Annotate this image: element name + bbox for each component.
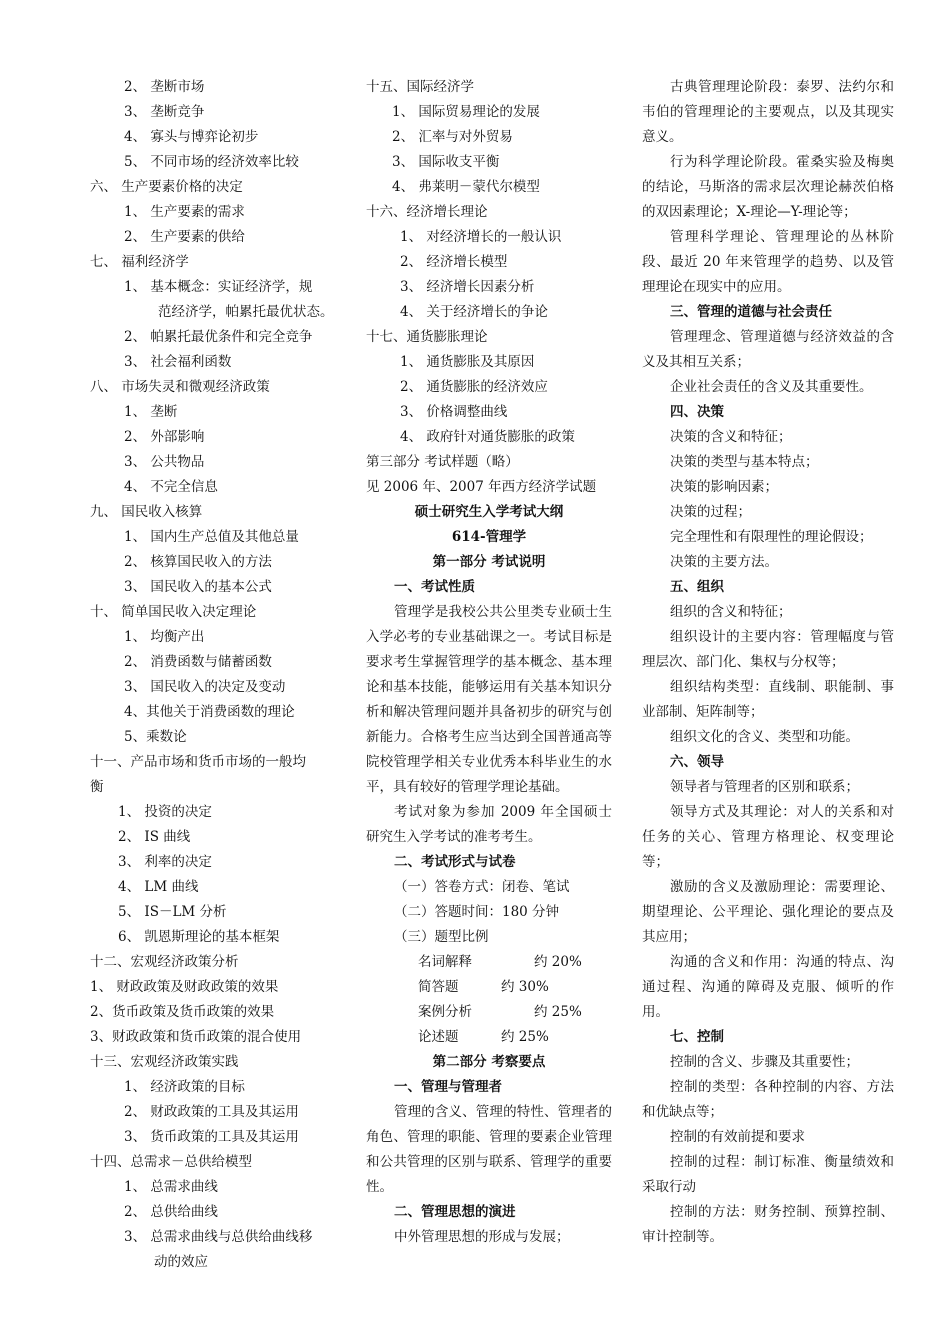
list-item: 控制的有效前提和要求 [670,1129,805,1145]
paragraph: 中外管理思想的形成与发展； [394,1229,570,1245]
section-heading: 二、考试形式与试卷 [394,854,516,870]
list-item: 4、 关于经济增长的争论 [400,304,548,320]
list-item: 3、 经济增长因素分析 [400,279,535,295]
list-item: 领导者与管理者的区别和联系； [670,779,859,795]
section-heading: 一、管理与管理者 [394,1079,502,1095]
section-heading: 十四、总需求－总供给模型 [90,1154,252,1170]
section-heading: 七、 福利经济学 [90,254,189,270]
section-heading: 十一、产品市场和货币市场的一般均 [90,754,306,770]
section-heading: 五、组织 [670,579,724,595]
body-text: 见 2006 年、2007 年西方经济学试题 [366,479,597,495]
list-item: 2、 汇率与对外贸易 [392,129,513,145]
document-title: 硕士研究生入学考试大纲 [414,504,564,520]
section-heading: 第三部分 考试样题（略） [366,454,519,470]
list-item: 3、 国民收入的基本公式 [124,579,272,595]
ratio-label: 论述题 [418,1029,459,1045]
list-item: 组织文化的含义、类型和功能。 [670,729,859,745]
column-middle [366,75,612,1250]
section-heading: 三、管理的道德与社会责任 [670,304,832,320]
list-item: 3、 利率的决定 [118,854,212,870]
ratio-value: 约 20% [534,954,582,970]
list-item: 1、 基本概念：实证经济学，规 [124,279,313,295]
section-heading: 六、 生产要素价格的决定 [90,179,243,195]
list-item: 2、 经济增长模型 [400,254,508,270]
list-item: （二）答题时间：180 分钟 [394,904,560,920]
column-left [90,75,342,1275]
document-subtitle: 614-管理学 [451,529,527,545]
list-item: 完全理性和有限理性的理论假设； [670,529,873,545]
list-item: 2、 生产要素的供给 [124,229,245,245]
list-item: 1、 通货膨胀及其原因 [400,354,535,370]
list-item: 2、 财政政策的工具及其运用 [124,1104,299,1120]
ratio-value: 约 25% [534,1004,582,1020]
section-heading: 十五、国际经济学 [366,79,474,95]
list-item: 2、 垄断市场 [124,79,205,95]
section-heading: 八、 市场失灵和微观经济政策 [90,379,270,395]
section-heading: 十、 简单国民收入决定理论 [90,604,257,620]
list-item: 1、 垄断 [124,404,178,420]
list-item-continuation: 范经济学，帕累托最优状态。 [158,304,334,320]
paragraph: 考试对象为参加 2009 年全国硕士研究生入学考试的准考考生。 [366,804,612,845]
paragraph: 沟通的含义和作用：沟通的特点、沟通过程、沟通的障碍及克服、倾听的作用。 [642,954,894,1020]
column-right [642,75,894,1250]
paragraph: 企业社会责任的含义及其重要性。 [670,379,873,395]
ratio-value: 约 25% [501,1029,549,1045]
list-item: 2、 外部影响 [124,429,205,445]
paragraph: 管理学是我校公共公里类专业硕士生入学必考的专业基础课之一。考试目标是要求考生掌握管理学的基本概念、基本理论和基本技能，能够运用有关基本知识分析和解决管理问题并具备初步的研究与创新能力。合格考生应当达到全国普通高等院校管理学相关专业优秀本科毕业生的水平，具有较好的管理学理论基础。 [366,604,612,795]
list-item: 1、 投资的决定 [118,804,212,820]
paragraph: 古典管理理论阶段：泰罗、法约尔和韦伯的管理理论的主要观点，以及其现实意义。 [642,79,894,145]
paragraph: 控制的过程：制订标准、衡量绩效和采取行动 [642,1154,894,1195]
list-item: 5、 不同市场的经济效率比较 [124,154,299,170]
list-item: 3、 国际收支平衡 [392,154,500,170]
ratio-row [366,1000,612,1025]
list-item: 决策的过程； [670,504,751,520]
ratio-value: 约 30% [501,979,549,995]
paragraph: 组织设计的主要内容：管理幅度与管理层次、部门化、集权与分权等； [642,629,894,670]
paragraph: 激励的含义及激励理论：需要理论、期望理论、公平理论、强化理论的要点及其应用； [642,879,894,945]
list-item: 1、 均衡产出 [124,629,205,645]
section-heading: 六、领导 [670,754,724,770]
list-item: 决策的含义和特征； [670,429,792,445]
part-heading: 第二部分 考察要点 [432,1054,546,1070]
list-item: 决策的主要方法。 [670,554,778,570]
list-item: 控制的含义、步骤及其重要性； [670,1054,859,1070]
ratio-label: 案例分析 [418,1004,472,1020]
list-item: 3、 价格调整曲线 [400,404,508,420]
section-heading-continuation: 衡 [90,779,104,795]
list-item: 4、 不完全信息 [124,479,218,495]
list-item: 5、 IS－LM 分析 [118,904,227,920]
paragraph: 管理科学理论、管理理论的丛林阶段、最近 20 年来管理学的趋势、以及管理理论在现实中的应用。 [642,229,894,295]
list-item: 4、 弗莱明－蒙代尔模型 [392,179,540,195]
section-heading: 四、决策 [670,404,724,420]
list-item: 1、 总需求曲线 [124,1179,218,1195]
list-item: 2、 帕累托最优条件和完全竞争 [124,329,313,345]
paragraph: 控制的类型：各种控制的内容、方法和优缺点等； [642,1079,894,1120]
list-item: 5、乘数论 [124,729,187,745]
section-heading: 一、考试性质 [394,579,475,595]
list-item: 2、 通货膨胀的经济效应 [400,379,548,395]
list-item: 1、 生产要素的需求 [124,204,245,220]
paragraph: 控制的方法：财务控制、预算控制、审计控制等。 [642,1204,894,1245]
ratio-row [366,950,612,975]
ratio-label: 名词解释 [418,954,472,970]
list-item: 3、 公共物品 [124,454,205,470]
list-item: 1、 经济政策的目标 [124,1079,245,1095]
list-item: 3、 国民收入的决定及变动 [124,679,286,695]
section-heading: 十七、通货膨胀理论 [366,329,488,345]
list-item: 2、 IS 曲线 [118,829,191,845]
list-item: 决策的影响因素； [670,479,778,495]
paragraph: 管理的含义、管理的特性、管理者的角色、管理的职能、管理的要素企业管理和公共管理的区别与联系、管理学的重要性。 [366,1104,612,1195]
list-item: 4、 寡头与博弈论初步 [124,129,259,145]
paragraph: 组织结构类型：直线制、职能制、事业部制、矩阵制等； [642,679,894,720]
section-heading: 十六、经济增长理论 [366,204,488,220]
list-item: 3、 垄断竞争 [124,104,205,120]
list-item: 1、 财政政策及财政政策的效果 [90,979,279,995]
list-item: 2、 消费函数与储蓄函数 [124,654,272,670]
list-item: 4、其他关于消费函数的理论 [124,704,295,720]
ratio-row [366,1025,612,1050]
list-item: 决策的类型与基本特点； [670,454,819,470]
list-item: 2、 核算国民收入的方法 [124,554,272,570]
list-item: 3、 总需求曲线与总供给曲线移 [124,1229,313,1245]
section-heading: 十三、宏观经济政策实践 [90,1054,239,1070]
part-heading: 第一部分 考试说明 [432,554,546,570]
ratio-label: 简答题 [418,979,459,995]
list-item: 1、 国际贸易理论的发展 [392,104,540,120]
list-item: 3、 社会福利函数 [124,354,232,370]
list-item: 组织的含义和特征； [670,604,792,620]
section-heading: 二、管理思想的演进 [394,1204,516,1220]
list-item: 6、 凯恩斯理论的基本框架 [118,929,280,945]
list-item-continuation: 动的效应 [154,1254,208,1270]
paragraph: 领导方式及其理论：对人的关系和对任务的关心、管理方格理论、权变理论等； [642,804,894,870]
list-item: 1、 国内生产总值及其他总量 [124,529,299,545]
list-item: 4、 政府针对通货膨胀的政策 [400,429,575,445]
list-item: 4、 LM 曲线 [118,879,199,895]
section-heading: 七、控制 [670,1029,724,1045]
list-item: 2、 总供给曲线 [124,1204,218,1220]
paragraph: 行为科学理论阶段。霍桑实验及梅奥的结论，马斯洛的需求层次理论赫茨伯格的双因素理论；X-理论—Y-理论等； [642,154,894,220]
ratio-row [366,975,612,1000]
list-item: （一）答卷方式：闭卷、笔试 [394,879,570,895]
list-item: 3、财政政策和货币政策的混合使用 [90,1029,302,1045]
list-item: 1、 对经济增长的一般认识 [400,229,562,245]
list-item: 3、 货币政策的工具及其运用 [124,1129,299,1145]
list-item: （三）题型比例 [394,929,489,945]
list-item: 2、货币政策及货币政策的效果 [90,1004,275,1020]
paragraph: 管理理念、管理道德与经济效益的含义及其相互关系； [642,329,894,370]
section-heading: 九、 国民收入核算 [90,504,203,520]
section-heading: 十二、宏观经济政策分析 [90,954,239,970]
